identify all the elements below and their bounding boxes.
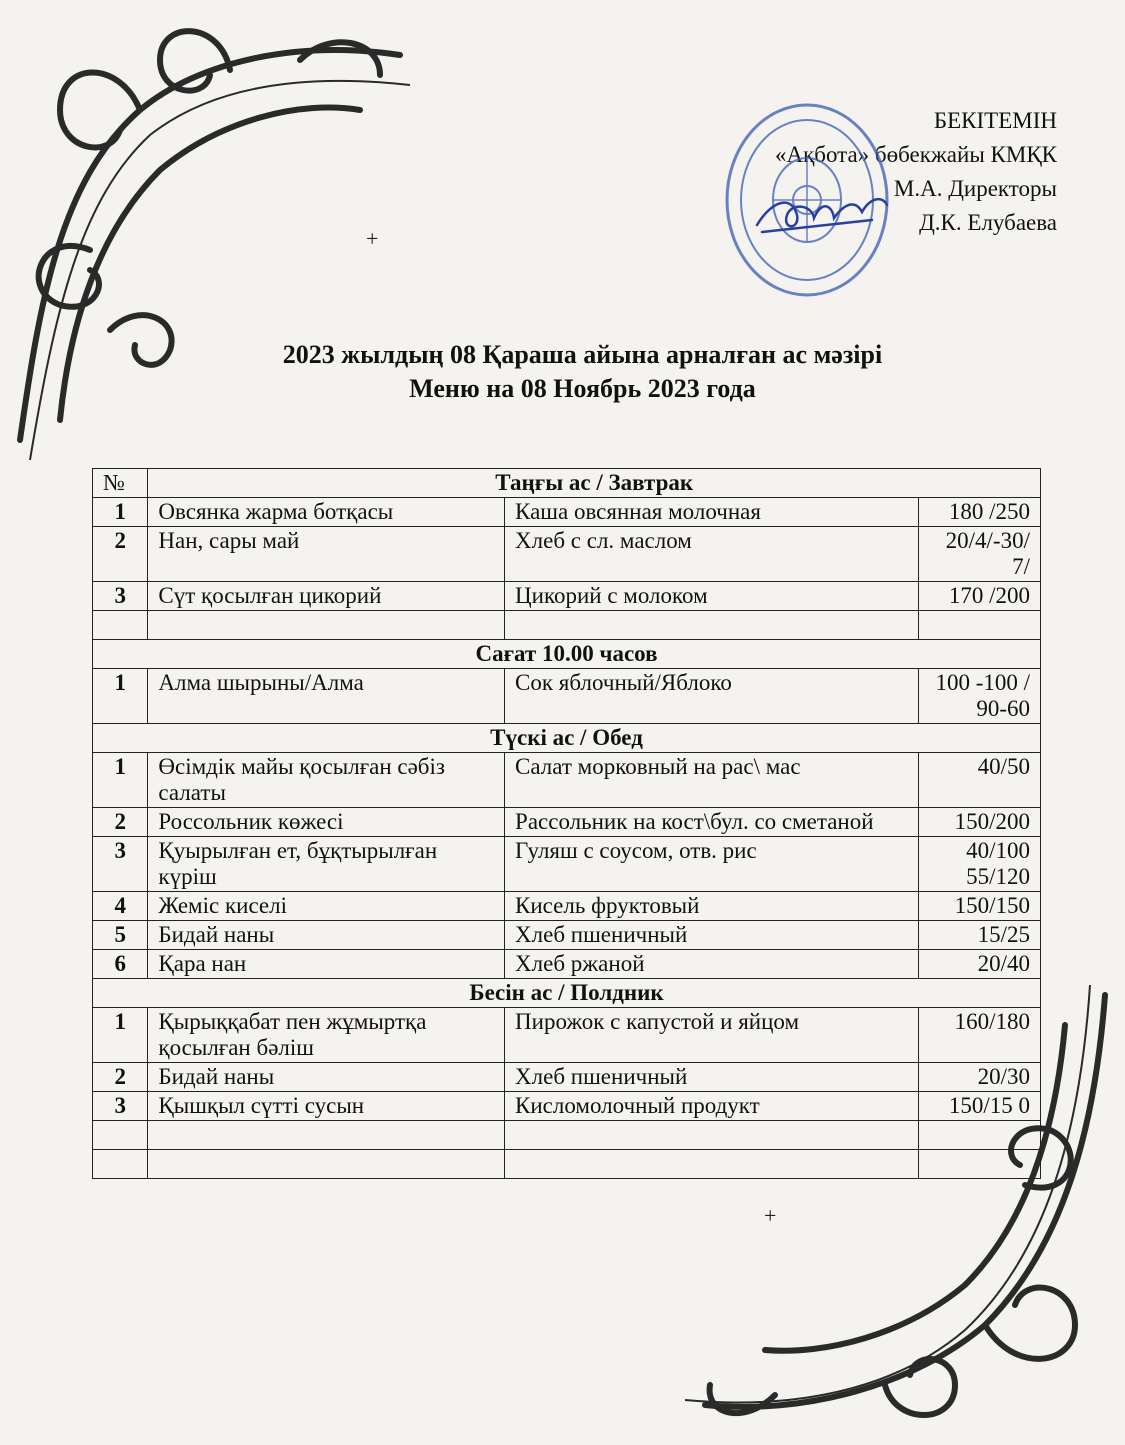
num-header: № — [93, 469, 148, 498]
portion: 180 /250 — [919, 498, 1041, 527]
section-title-afternoon-snack: Бесін ас / Полдник — [93, 979, 1041, 1008]
dish-kz: Өсімдік майы қосылған сәбіз салаты — [148, 753, 505, 808]
title-kazakh: 2023 жылдың 08 Қараша айына арналған ас мәзірі — [282, 340, 883, 369]
portion: 20/4/-30/7/ — [919, 527, 1041, 582]
empty-row — [93, 1121, 1041, 1150]
row-number: 6 — [93, 950, 148, 979]
portion: 100 -100 / 90-60 — [919, 669, 1041, 724]
signature-icon — [752, 190, 892, 240]
dish-ru: Хлеб пшеничный — [505, 921, 919, 950]
dish-ru: Гуляш с соусом, отв. рис — [505, 837, 919, 892]
dish-kz: Алма шырыны/Алма — [148, 669, 505, 724]
dish-ru: Хлеб ржаной — [505, 950, 919, 979]
table-row — [93, 753, 1041, 808]
cross-mark-icon: + — [764, 1203, 777, 1228]
dish-ru: Хлеб с сл. маслом — [505, 527, 919, 582]
dish-kz: Қара нан — [148, 950, 505, 979]
section-header-row — [93, 979, 1041, 1008]
dish-kz: Сүт қосылған цикорий — [148, 582, 505, 611]
dish-kz: Бидай наны — [148, 921, 505, 950]
approval-line-organization: «Ақбота» бөбекжайы КМҚК — [774, 142, 1057, 167]
section-header-row — [93, 724, 1041, 753]
dish-ru: Кисломолочный продукт — [505, 1092, 919, 1121]
section-title-breakfast: Таңғы ас / Завтрак — [148, 469, 1041, 498]
table-row — [93, 892, 1041, 921]
row-number: 1 — [93, 1008, 148, 1063]
row-number: 3 — [93, 582, 148, 611]
row-number: 3 — [93, 1092, 148, 1121]
section-header-row — [93, 640, 1041, 669]
cross-mark-icon: + — [366, 226, 379, 251]
section-title-lunch: Түскі ас / Обед — [93, 724, 1041, 753]
portion: 20/30 — [919, 1063, 1041, 1092]
dish-ru: Рассольник на кост\бул. со сметаной — [505, 808, 919, 837]
dish-ru: Сок яблочный/Яблоко — [505, 669, 919, 724]
approval-line-name: Д.К. Елубаева — [919, 210, 1057, 235]
approval-line-approve: БЕКІТЕМІН — [933, 108, 1057, 133]
dish-kz: Бидай наны — [148, 1063, 505, 1092]
table-row — [93, 921, 1041, 950]
table-row — [93, 669, 1041, 724]
dish-ru: Каша овсянная молочная — [505, 498, 919, 527]
row-number: 4 — [93, 892, 148, 921]
dish-kz: Овсянка жарма ботқасы — [148, 498, 505, 527]
row-number: 3 — [93, 837, 148, 892]
dish-kz: Қышқыл сүтті сусын — [148, 1092, 505, 1121]
table-row — [93, 582, 1041, 611]
menu-title — [0, 338, 1125, 406]
portion: 150/15 0 — [919, 1092, 1041, 1121]
portion: 40/100 55/120 — [919, 837, 1041, 892]
row-number: 1 — [93, 753, 148, 808]
dish-kz: Қырыққабат пен жұмыртқа қосылған бәліш — [148, 1008, 505, 1063]
portion: 150/150 — [919, 892, 1041, 921]
empty-row — [93, 1150, 1041, 1179]
table-row — [93, 1092, 1041, 1121]
dish-kz: Россольник көжесі — [148, 808, 505, 837]
dish-ru: Пирожок с капустой и яйцом — [505, 1008, 919, 1063]
portion: 40/50 — [919, 753, 1041, 808]
portion: 160/180 — [919, 1008, 1041, 1063]
dish-ru: Салат морковный на рас\ мас — [505, 753, 919, 808]
row-number: 5 — [93, 921, 148, 950]
title-russian: Меню на 08 Ноябрь 2023 года — [409, 374, 756, 403]
approval-line-position: М.А. Директоры — [893, 176, 1057, 201]
portion: 150/200 — [919, 808, 1041, 837]
table-row — [93, 808, 1041, 837]
empty-row — [93, 611, 1041, 640]
dish-ru: Кисель фруктовый — [505, 892, 919, 921]
table-row — [93, 950, 1041, 979]
portion: 20/40 — [919, 950, 1041, 979]
table-row — [93, 1063, 1041, 1092]
section-title-snack-10: Сағат 10.00 часов — [93, 640, 1041, 669]
table-row — [93, 1008, 1041, 1063]
table-row — [93, 837, 1041, 892]
dish-kz: Жеміс киселі — [148, 892, 505, 921]
section-header-row — [93, 469, 1041, 498]
dish-ru: Цикорий с молоком — [505, 582, 919, 611]
dish-ru: Хлеб пшеничный — [505, 1063, 919, 1092]
row-number: 2 — [93, 808, 148, 837]
row-number: 1 — [93, 498, 148, 527]
row-number: 1 — [93, 669, 148, 724]
row-number: 2 — [93, 527, 148, 582]
portion: 15/25 — [919, 921, 1041, 950]
portion: 170 /200 — [919, 582, 1041, 611]
dish-kz: Қуырылған ет, бұқтырылған күріш — [148, 837, 505, 892]
row-number: 2 — [93, 1063, 148, 1092]
menu-table — [92, 468, 1041, 1179]
table-row — [93, 527, 1041, 582]
table-row — [93, 498, 1041, 527]
dish-kz: Нан, сары май — [148, 527, 505, 582]
